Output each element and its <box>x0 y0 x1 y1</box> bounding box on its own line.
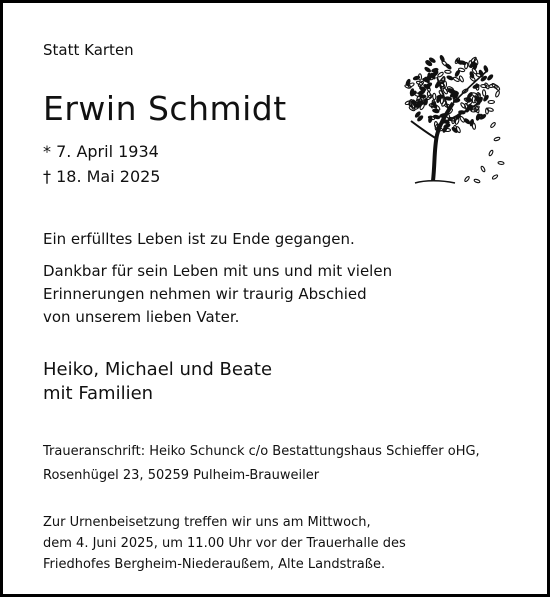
urn-burial-info <box>43 512 406 575</box>
gratitude-line: von unserem lieben Vater. <box>43 308 240 326</box>
address-line: Rosenhügel 23, 50259 Pulheim-Brauweiler <box>43 468 320 483</box>
address-line: Traueranschrift: Heiko Schunck c/o Bestattungshaus Schieffer oHG, <box>43 444 480 459</box>
death-date: † 18. Mai 2025 <box>43 167 161 186</box>
gratitude-line: Erinnerungen nehmen wir traurig Abschied <box>43 285 367 303</box>
deceased-name: Erwin Schmidt <box>43 89 287 128</box>
opening-sentence: Ein erfülltes Leben ist zu Ende gegangen. <box>43 230 355 248</box>
ceremony-line: dem 4. Juni 2025, um 11.00 Uhr vor der Trauerhalle des <box>43 536 406 551</box>
ceremony-line: Friedhofes Bergheim-Niederaußem, Alte Landstraße. <box>43 557 386 572</box>
statt-karten-label: Statt Karten <box>43 41 134 59</box>
mourners-line: Heiko, Michael und Beate <box>43 359 273 380</box>
mourners-line: mit Familien <box>43 383 154 404</box>
birth-date: * 7. April 1934 <box>43 142 159 161</box>
gratitude-paragraph <box>43 260 392 329</box>
gratitude-line: Dankbar für sein Leben mit uns und mit vielen <box>43 262 393 280</box>
ceremony-line: Zur Urnenbeisetzung treffen wir uns am Mittwoch, <box>43 515 371 530</box>
windblown-tree-icon <box>397 41 507 189</box>
condolence-address <box>43 440 480 488</box>
mourners-signature <box>43 358 272 406</box>
